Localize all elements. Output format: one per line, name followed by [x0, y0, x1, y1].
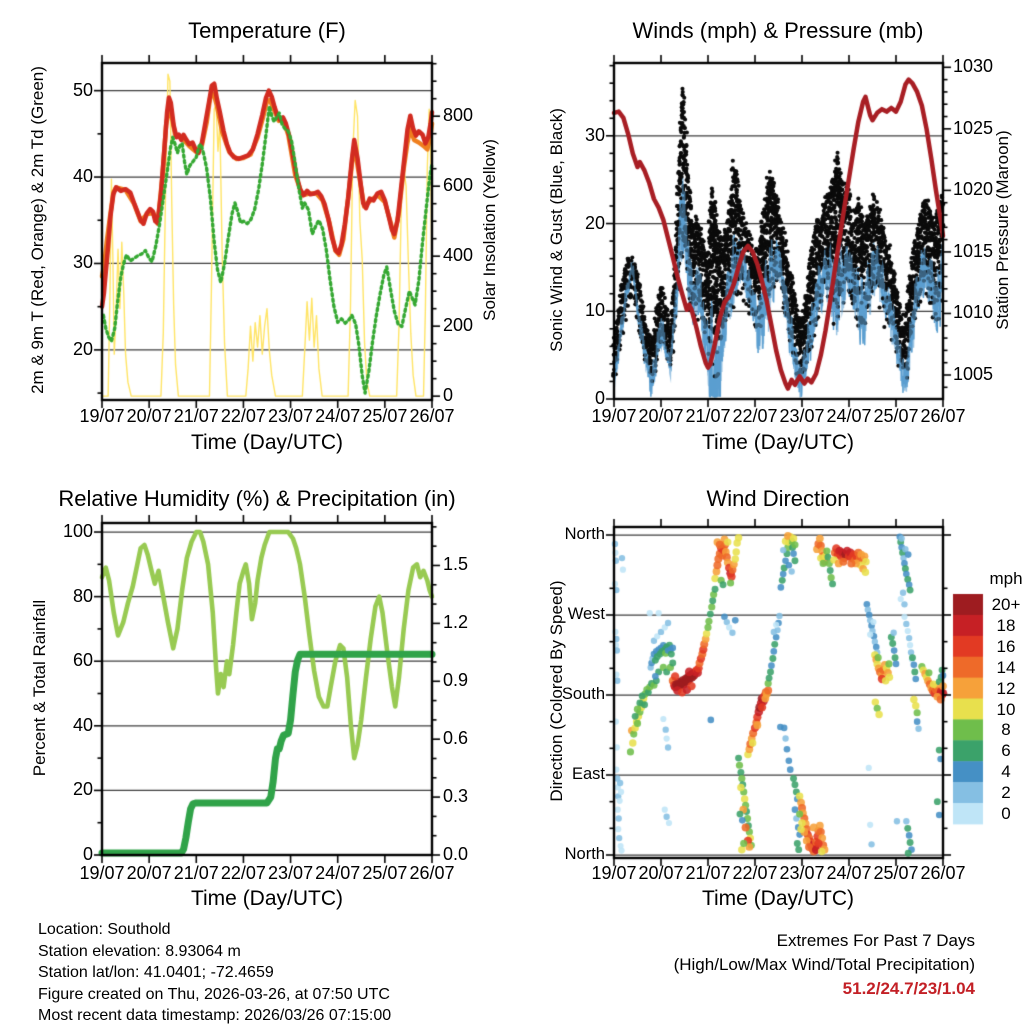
- extremes-subtitle: (High/Low/Max Wind/Total Precipitation): [673, 955, 975, 974]
- wind-y-tick-label: 20: [584, 212, 605, 233]
- humidity-x-tick-label: 20/07: [126, 863, 172, 883]
- solar-y-tick-label: 600: [443, 175, 474, 196]
- winds-xaxis-label: Time (Day/UTC): [701, 431, 855, 454]
- precip-y-tick-label: 0.6: [443, 728, 469, 749]
- legend-bin-label: 8: [1001, 720, 1011, 740]
- legend-bin-label: 2: [1001, 783, 1011, 803]
- humidity-x-tick-label: 25/07: [362, 863, 408, 883]
- temperature-y-tick-label: 30: [72, 252, 93, 273]
- temperature-xaxis-label: Time (Day/UTC): [190, 431, 344, 454]
- humidity-y-tick-label: 40: [72, 714, 93, 735]
- legend-bin-label: 18: [996, 615, 1016, 635]
- humidity-y-tick-label: 100: [62, 521, 93, 542]
- pressure-y-tick-label: 1010: [953, 302, 994, 323]
- temperature-x-tick-label: 21/07: [173, 406, 219, 426]
- pressure-y-tick-label: 1005: [953, 364, 994, 384]
- temperature-y-tick-label: 50: [72, 79, 93, 100]
- humidity-x-tick-label: 23/07: [268, 863, 314, 883]
- temperature-chart-title: Temperature (F): [188, 18, 346, 43]
- wind-direction-x-tick-label: 20/07: [638, 863, 684, 883]
- humidity-y-tick-label: 0: [82, 844, 93, 864]
- solar-y-tick-label: 400: [443, 245, 474, 266]
- temperature-x-tick-label: 26/07: [409, 406, 455, 426]
- legend-bin-label: 12: [996, 678, 1016, 698]
- pressure-y-tick-label: 1030: [953, 56, 994, 77]
- temperature-x-tick-label: 19/07: [79, 406, 125, 426]
- legend-bin-label: 4: [1001, 762, 1011, 782]
- wind-direction-x-tick-label: 23/07: [779, 863, 825, 883]
- wind-y-tick-label: 10: [584, 300, 605, 321]
- wind-y-tick-label: 0: [594, 388, 605, 408]
- pressure-y-tick-label: 1025: [953, 117, 994, 138]
- humidity-x-tick-label: 22/07: [220, 863, 266, 883]
- legend-bin-label: 10: [996, 699, 1016, 719]
- humidity-xaxis-label: Time (Day/UTC): [190, 887, 344, 910]
- precip-y-tick-label: 1.5: [443, 554, 469, 575]
- solar-y-tick-label: 200: [443, 315, 474, 336]
- winds-x-tick-label: 19/07: [591, 406, 637, 426]
- humidity-x-tick-label: 26/07: [409, 863, 455, 883]
- wind-direction-x-tick-label: 19/07: [591, 863, 637, 883]
- wind-direction-x-tick-label: 21/07: [685, 863, 731, 883]
- winds-x-tick-label: 25/07: [873, 406, 919, 426]
- footer-line-created: Figure created on Thu, 2026-03-26, at 07:50 UTC: [38, 985, 390, 1003]
- winds-x-tick-label: 24/07: [826, 406, 872, 426]
- humidity-yaxis-left-label: Percent & Total Rainfall: [30, 599, 49, 777]
- direction-tick-label: South: [561, 685, 605, 703]
- winds-yaxis-right-label: Station Pressure (Maroon): [993, 130, 1012, 330]
- winds-x-tick-label: 23/07: [779, 406, 825, 426]
- temperature-x-tick-label: 25/07: [362, 406, 408, 426]
- precip-y-tick-label: 0.9: [443, 670, 469, 691]
- winds-x-tick-label: 26/07: [920, 406, 966, 426]
- winds-x-tick-label: 20/07: [638, 406, 684, 426]
- pressure-y-tick-label: 1020: [953, 179, 994, 200]
- humidity-y-tick-label: 20: [72, 779, 93, 800]
- footer: [38, 919, 391, 1024]
- winds-x-tick-label: 21/07: [685, 406, 731, 426]
- legend-bin-label: 14: [996, 657, 1016, 677]
- temperature-x-tick-label: 22/07: [220, 406, 266, 426]
- wind-direction-yaxis-left-label: Direction (Colored By Speed): [547, 580, 566, 802]
- humidity-x-tick-label: 19/07: [79, 863, 125, 883]
- wind-direction-x-tick-label: 25/07: [873, 863, 919, 883]
- temperature-x-tick-label: 20/07: [126, 406, 172, 426]
- wind-direction-x-tick-label: 26/07: [920, 863, 966, 883]
- wind-y-tick-label: 30: [584, 124, 605, 145]
- temperature-x-tick-label: 24/07: [315, 406, 361, 426]
- legend-bin-label: 6: [1001, 741, 1011, 761]
- direction-tick-label: North: [564, 525, 605, 543]
- footer-line-location: Location: Southold: [38, 921, 171, 938]
- legend-bin-label: 0: [1001, 804, 1011, 823]
- direction-tick-label: East: [571, 765, 605, 783]
- extremes-block: [674, 929, 975, 1001]
- precip-y-tick-label: 1.2: [443, 612, 469, 633]
- footer-line-latlon: Station lat/lon: 41.0401; -72.4659: [38, 964, 274, 981]
- humidity-y-tick-label: 60: [72, 650, 93, 671]
- direction-tick-label: North: [564, 845, 605, 863]
- wind-direction-xaxis-label: Time (Day/UTC): [701, 887, 855, 910]
- humidity-x-tick-label: 21/07: [173, 863, 219, 883]
- winds-x-tick-label: 22/07: [732, 406, 778, 426]
- legend-title: mph: [989, 569, 1023, 588]
- temperature-y-tick-label: 40: [72, 166, 93, 187]
- humidity-precip-chart-title: Relative Humidity (%) & Precipitation (in): [58, 486, 456, 511]
- precip-y-tick-label: 0.3: [443, 786, 469, 807]
- winds-yaxis-left-label: Sonic Wind & Gust (Blue, Black): [547, 108, 566, 352]
- humidity-x-tick-label: 24/07: [315, 863, 361, 883]
- footer-line-timestamp: Most recent data timestamp: 2026/03/26 07:15:00: [38, 1007, 392, 1024]
- temperature-x-tick-label: 23/07: [268, 406, 314, 426]
- temperature-y-tick-label: 20: [72, 338, 93, 359]
- legend-bin-label: 16: [996, 636, 1016, 656]
- extremes-value: 51.2/24.7/23/1.04: [842, 979, 975, 998]
- winds-pressure-chart-title: Winds (mph) & Pressure (mb): [632, 18, 924, 43]
- solar-y-tick-label: 0: [443, 385, 454, 406]
- wind-direction-chart-title: Wind Direction: [706, 486, 850, 511]
- wind-direction-x-tick-label: 22/07: [732, 863, 778, 883]
- direction-tick-label: West: [567, 605, 605, 623]
- wind-direction-x-tick-label: 24/07: [826, 863, 872, 883]
- temperature-yaxis-left-label: 2m & 9m T (Red, Orange) & 2m Td (Green): [28, 66, 47, 394]
- legend-bin-label: 20+: [991, 595, 1021, 614]
- solar-y-tick-label: 800: [443, 105, 474, 126]
- precip-y-tick-label: 0.0: [443, 844, 469, 864]
- temperature-yaxis-right-label: Solar Insolation (Yellow): [480, 139, 499, 321]
- footer-line-elevation: Station elevation: 8.93064 m: [38, 942, 241, 960]
- pressure-y-tick-label: 1015: [953, 240, 994, 261]
- extremes-title: Extremes For Past 7 Days: [776, 931, 975, 950]
- humidity-y-tick-label: 80: [72, 585, 93, 606]
